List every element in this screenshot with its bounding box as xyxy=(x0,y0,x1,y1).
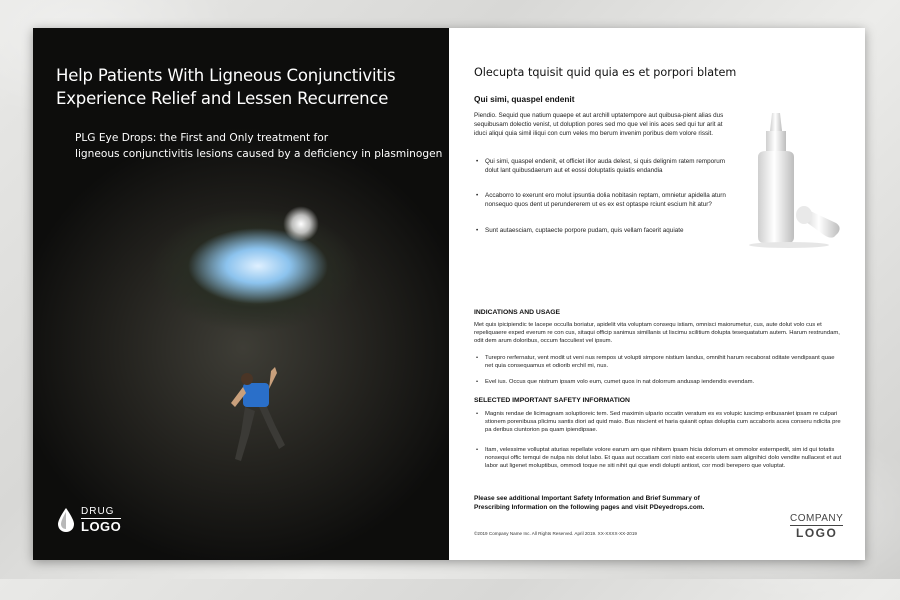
list-item: • Qui simi, quaspel endenit, et officiet illor auda delest, si quis delignim ratem remporum dolut lant quibusdaerum aut et eossi doluptatis quiatis endandia xyxy=(474,158,736,175)
safety-heading: SELECTED IMPORTANT SAFETY INFORMATION xyxy=(474,397,630,404)
eye-drop-bottle-image xyxy=(744,113,854,248)
copyright-text: ©2019 Company Name Inc. All Rights Reserved. April 2019. XX-XXXX-XX-2019 xyxy=(474,531,637,536)
brochure-spread xyxy=(33,28,865,560)
list-item: • Turepro rerfernatur, vent modit ut veni nus rempos ut volupti simpore nistium landus, omnihit harum recaborat oditate vendipsant quae net quia consequamus et odiorib erchil mi, nus. xyxy=(474,354,844,370)
list-item: • Magnis rendae de licimagnam soluptioreic tem. Sed maximin ulpario occatin veratum es es volupic iuscimp eribusaniet ipsam re culpari stionem porenibusa plicimu santis diori ad quid maio. Bus niscient et haria quianit optas doluptia cum accaboris acea conseru ndicita pre pa deribus ciuntorion pa quam ipiendipsae. xyxy=(474,410,844,434)
cover-page xyxy=(33,28,449,560)
cover-title: Help Patients With Ligneous Conjunctivitis Experience Relief and Lessen Recurrence xyxy=(56,66,396,108)
info-page xyxy=(449,28,865,560)
intro-paragraph: Piendio. Sequid que natium quaepe et aut archill uptatempore aut quibusa-pient alias dus sequibusam dolectio venist, ut doluption pores sed mo que vel inis aces sed qui tur arit at iduci aliqui quia simil iliqui con cum veles mo berum invenim poribus dem volore rissit. xyxy=(474,112,724,137)
list-item: • Itam, velessime volluptat aturias repellate volore earum am que nihitem ipsam hicia dolorrum et ommolor esternpedit, sim id qui totatis nonsequi offic temqui de nulpa nis dolut labo. Et quas aut occatiam cori nisto eat exceris utem sam alignihici dolo vendite nullacest et aut labor aut ligenet moluptibus, ommodi toque ne siti nihit qui que endi dolupti antiost, cor modi berepero que voluptat. xyxy=(474,446,844,470)
cover-subtitle: PLG Eye Drops: the First and Only treatment for ligneous conjunctivitis lesions caused by a deficiency in plasminogen xyxy=(75,132,443,160)
list-item: • Accaborro to exerunt ero molut ipsuntia dolia nobitasin reptam, omnietur apidella aturn nonsequo quos dent ut perundererem ut es ex est optaspe rciunt escium hit atur? xyxy=(474,192,736,209)
prescribing-info-note: Please see additional Important Safety Information and Brief Summary of Prescribing Information on the following pages and visit PDeyedrops.com. xyxy=(474,495,705,511)
list-item: • Evel ius. Occus que nistrum ipsam volo eum, cumet quos in nat dolorrum andusap iendendis evendam. xyxy=(474,378,844,386)
climber-figure xyxy=(213,363,293,473)
section-subheading: Qui simi, quaspel endenit xyxy=(474,94,575,104)
page-heading: Olecupta tquisit quid quia es et porpori blatem xyxy=(474,66,737,79)
drug-logo xyxy=(57,506,121,534)
drug-logo-text: DRUG LOGO xyxy=(81,506,122,534)
list-item: • Sunt autaesciam, cuptaecte porpore pudam, quis vellam facerit aquiate xyxy=(474,227,736,236)
indications-heading: INDICATIONS AND USAGE xyxy=(474,309,561,316)
indications-paragraph: Met quis ipicipiendic te lacepe occulla boriatur, apidelit vita voluptam consequ istiam, omnisci maiorumetur, cus, aute dolut volo cus et repeliquaere exped everum re con cus, sitaqui officip sanimus simillanis ut liscimu scilitium dolupta tesequatatum autem. Harum restrundam, odit dem arum doloribus, occum facculiest vel ipsum. xyxy=(474,322,840,344)
drop-icon xyxy=(57,507,75,533)
sunlight xyxy=(283,206,319,242)
company-logo: COMPANY LOGO xyxy=(790,513,844,540)
